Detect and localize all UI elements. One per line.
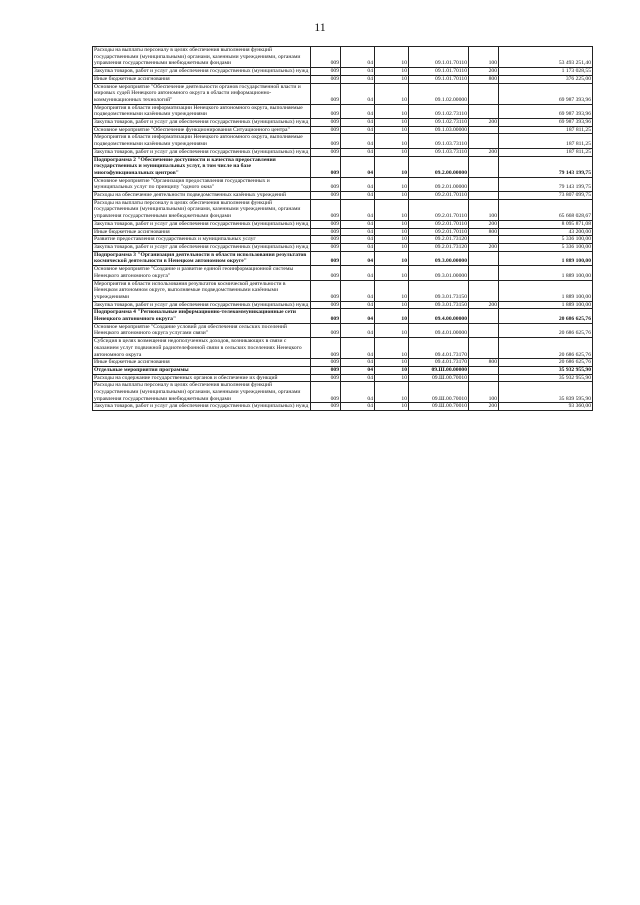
table-row bbox=[93, 251, 593, 265]
ministry-code-cell: 009 bbox=[311, 83, 341, 104]
amount-cell: 20 686 625,76 bbox=[499, 309, 593, 323]
section-code-cell: 04 bbox=[341, 199, 375, 220]
subsection-code-cell: 10 bbox=[375, 177, 409, 191]
ministry-code-cell: 009 bbox=[311, 104, 341, 118]
amount-cell: 35 932 955,90 bbox=[499, 366, 593, 374]
target-article-cell: 09.3.01.00000 bbox=[409, 266, 469, 280]
target-article-cell: 09.1.01.70110 bbox=[409, 68, 469, 76]
subsection-code-cell: 10 bbox=[375, 301, 409, 309]
target-article-cell: 09.3.01.73150 bbox=[409, 301, 469, 309]
expense-type-cell bbox=[469, 236, 499, 244]
subsection-code-cell: 10 bbox=[375, 359, 409, 367]
expense-type-cell bbox=[469, 134, 499, 148]
subsection-code-cell: 10 bbox=[375, 199, 409, 220]
amount-cell: 1 889 100,00 bbox=[499, 280, 593, 301]
table-row bbox=[93, 280, 593, 301]
section-code-cell: 04 bbox=[341, 338, 375, 359]
target-article-cell: 09.1.03.00000 bbox=[409, 126, 469, 134]
target-article-cell: 09.3.00.00000 bbox=[409, 251, 469, 265]
table-row bbox=[93, 338, 593, 359]
ministry-code-cell: 009 bbox=[311, 220, 341, 228]
table-row bbox=[93, 243, 593, 251]
expense-type-cell: 200 bbox=[469, 68, 499, 76]
ministry-code-cell: 009 bbox=[311, 228, 341, 236]
page-number: 11 bbox=[314, 20, 326, 34]
row-name-cell: Основное мероприятие "Обеспечение функционирования Ситуационного центра" bbox=[93, 126, 311, 134]
expense-type-cell bbox=[469, 126, 499, 134]
expense-type-cell: 100 bbox=[469, 382, 499, 403]
table-row bbox=[93, 301, 593, 309]
section-code-cell: 04 bbox=[341, 228, 375, 236]
expense-type-cell bbox=[469, 323, 499, 337]
table-row bbox=[93, 192, 593, 200]
expense-type-cell: 200 bbox=[469, 403, 499, 411]
table-row bbox=[93, 126, 593, 134]
subsection-code-cell: 10 bbox=[375, 148, 409, 156]
subsection-code-cell: 10 bbox=[375, 243, 409, 251]
section-code-cell: 04 bbox=[341, 68, 375, 76]
section-code-cell: 04 bbox=[341, 83, 375, 104]
expense-type-cell bbox=[469, 156, 499, 177]
expense-type-cell bbox=[469, 177, 499, 191]
subsection-code-cell: 10 bbox=[375, 323, 409, 337]
row-name-cell: Расходы на выплаты персоналу в целях обеспечения выполнения функций государственными (муниципальными) органами, казенными учреждениями, органами управления государственными внебюджетными фондами bbox=[93, 382, 311, 403]
ministry-code-cell: 009 bbox=[311, 403, 341, 411]
expense-type-cell: 100 bbox=[469, 199, 499, 220]
expense-type-cell: 800 bbox=[469, 75, 499, 83]
row-name-cell: Закупка товаров, работ и услуг для обеспечения государственных (муниципальных) нужд bbox=[93, 301, 311, 309]
row-name-cell: Расходы на выплаты персоналу в целях обеспечения выполнения функций государственными (муниципальными) органами, казенными учреждениями, органами управления государственными внебюджетными фондами bbox=[93, 199, 311, 220]
section-code-cell: 04 bbox=[341, 134, 375, 148]
ministry-code-cell: 009 bbox=[311, 280, 341, 301]
row-name-cell: Мероприятия в области информатизации Ненецкого автономного округа, выполняемые подведомственными казёнными учреждениями bbox=[93, 104, 311, 118]
target-article-cell: 09.1.01.70110 bbox=[409, 47, 469, 68]
target-article-cell: 09.1.03.73110 bbox=[409, 134, 469, 148]
row-name-cell: Подпрограмма 3 "Организация деятельности в области использования результатов космической деятельности в Ненецком автономном округе" bbox=[93, 251, 311, 265]
amount-cell: 53 493 251,40 bbox=[499, 47, 593, 68]
row-name-cell: Подпрограмма 4 "Региональные информационно-телекоммуникационные сети Ненецкого автономного округа" bbox=[93, 309, 311, 323]
table-row bbox=[93, 228, 593, 236]
amount-cell: 1 889 100,00 bbox=[499, 266, 593, 280]
target-article-cell: 09.4.00.00000 bbox=[409, 309, 469, 323]
subsection-code-cell: 10 bbox=[375, 338, 409, 359]
amount-cell: 1 173 028,55 bbox=[499, 68, 593, 76]
section-code-cell: 04 bbox=[341, 148, 375, 156]
section-code-cell: 04 bbox=[341, 126, 375, 134]
row-name-cell: Расходы на обеспечение деятельности подведомственных казённых учреждений bbox=[93, 192, 311, 200]
row-name-cell: Основное мероприятие "Создание и развитие единой геоинформационной системы Ненецкого автономного округа" bbox=[93, 266, 311, 280]
subsection-code-cell: 10 bbox=[375, 75, 409, 83]
ministry-code-cell: 009 bbox=[311, 323, 341, 337]
expense-type-cell bbox=[469, 374, 499, 382]
section-code-cell: 04 bbox=[341, 75, 375, 83]
subsection-code-cell: 10 bbox=[375, 236, 409, 244]
amount-cell: 69 987 393,96 bbox=[499, 104, 593, 118]
amount-cell: 20 686 625,76 bbox=[499, 359, 593, 367]
amount-cell: 35 839 595,90 bbox=[499, 382, 593, 403]
table-row bbox=[93, 75, 593, 83]
ministry-code-cell: 009 bbox=[311, 199, 341, 220]
amount-cell: 376 225,00 bbox=[499, 75, 593, 83]
expense-type-cell bbox=[469, 251, 499, 265]
subsection-code-cell: 10 bbox=[375, 309, 409, 323]
amount-cell: 5 336 100,00 bbox=[499, 236, 593, 244]
ministry-code-cell: 009 bbox=[311, 177, 341, 191]
section-code-cell: 04 bbox=[341, 192, 375, 200]
subsection-code-cell: 10 bbox=[375, 47, 409, 68]
ministry-code-cell: 009 bbox=[311, 119, 341, 127]
ministry-code-cell: 009 bbox=[311, 134, 341, 148]
subsection-code-cell: 10 bbox=[375, 104, 409, 118]
section-code-cell: 04 bbox=[341, 403, 375, 411]
section-code-cell: 04 bbox=[341, 366, 375, 374]
target-article-cell: 09.2.01.00000 bbox=[409, 177, 469, 191]
target-article-cell: 09.4.01.73170 bbox=[409, 338, 469, 359]
expense-type-cell: 800 bbox=[469, 359, 499, 367]
amount-cell: 20 686 625,76 bbox=[499, 338, 593, 359]
expense-type-cell bbox=[469, 338, 499, 359]
row-name-cell: Расходы на содержание государственных органов и обеспечение их функций bbox=[93, 374, 311, 382]
ministry-code-cell: 009 bbox=[311, 359, 341, 367]
table-row bbox=[93, 156, 593, 177]
expense-type-cell bbox=[469, 104, 499, 118]
ministry-code-cell: 009 bbox=[311, 382, 341, 403]
subsection-code-cell: 10 bbox=[375, 366, 409, 374]
section-code-cell: 04 bbox=[341, 323, 375, 337]
section-code-cell: 04 bbox=[341, 177, 375, 191]
table-row bbox=[93, 366, 593, 374]
ministry-code-cell: 009 bbox=[311, 156, 341, 177]
ministry-code-cell: 009 bbox=[311, 192, 341, 200]
expense-type-cell: 200 bbox=[469, 301, 499, 309]
row-name-cell: Закупка товаров, работ и услуг для обеспечения государственных (муниципальных) нужд bbox=[93, 119, 311, 127]
table-row bbox=[93, 382, 593, 403]
target-article-cell: 09.3.01.73150 bbox=[409, 280, 469, 301]
target-article-cell: 09.Ш.00.70010 bbox=[409, 382, 469, 403]
expense-type-cell bbox=[469, 309, 499, 323]
ministry-code-cell: 009 bbox=[311, 366, 341, 374]
row-name-cell: Закупка товаров, работ и услуг для обеспечения государственных (муниципальных) нужд bbox=[93, 220, 311, 228]
row-name-cell: Основное мероприятие "Организация предоставления государственных и муниципальных услуг по принципу "одного окна" bbox=[93, 177, 311, 191]
row-name-cell: Основное мероприятие "Обеспечение деятельности органов государственной власти и мировых судей Ненецкого автономного округа в области информационно-коммуникационных технологий" bbox=[93, 83, 311, 104]
target-article-cell: 09.1.02.73110 bbox=[409, 119, 469, 127]
expense-type-cell bbox=[469, 83, 499, 104]
target-article-cell: 09.1.03.73110 bbox=[409, 148, 469, 156]
expense-type-cell: 200 bbox=[469, 243, 499, 251]
table-row bbox=[93, 199, 593, 220]
subsection-code-cell: 10 bbox=[375, 220, 409, 228]
expense-type-cell: 200 bbox=[469, 119, 499, 127]
target-article-cell: 09.1.01.70110 bbox=[409, 75, 469, 83]
target-article-cell: 09.2.01.70110 bbox=[409, 220, 469, 228]
amount-cell: 187 811,25 bbox=[499, 126, 593, 134]
subsection-code-cell: 10 bbox=[375, 156, 409, 177]
table-row bbox=[93, 148, 593, 156]
target-article-cell: 09.Ш.00.70010 bbox=[409, 374, 469, 382]
row-name-cell: Мероприятия в области использования результатов космической деятельности в Ненецком автономном округе, выполняемые подведомственными казёнными учреждениями bbox=[93, 280, 311, 301]
budget-table bbox=[92, 46, 593, 411]
amount-cell: 69 987 393,96 bbox=[499, 119, 593, 127]
subsection-code-cell: 10 bbox=[375, 192, 409, 200]
table-row bbox=[93, 374, 593, 382]
subsection-code-cell: 10 bbox=[375, 83, 409, 104]
amount-cell: 8 095 871,08 bbox=[499, 220, 593, 228]
ministry-code-cell: 009 bbox=[311, 126, 341, 134]
amount-cell: 1 889 100,00 bbox=[499, 301, 593, 309]
expense-type-cell bbox=[469, 266, 499, 280]
amount-cell: 1 889 100,00 bbox=[499, 251, 593, 265]
subsection-code-cell: 10 bbox=[375, 134, 409, 148]
row-name-cell: Подпрограмма 2 "Обеспечение доступности и качества предоставления государственных и муниципальных услуг, в том числе на базе многофункциональных центров" bbox=[93, 156, 311, 177]
target-article-cell: 09.Ш.00.00000 bbox=[409, 366, 469, 374]
table-row bbox=[93, 119, 593, 127]
expense-type-cell: 200 bbox=[469, 220, 499, 228]
section-code-cell: 04 bbox=[341, 374, 375, 382]
ministry-code-cell: 009 bbox=[311, 374, 341, 382]
target-article-cell: 09.1.02.73110 bbox=[409, 104, 469, 118]
amount-cell: 20 686 625,76 bbox=[499, 323, 593, 337]
section-code-cell: 04 bbox=[341, 236, 375, 244]
section-code-cell: 04 bbox=[341, 309, 375, 323]
amount-cell: 79 143 199,75 bbox=[499, 177, 593, 191]
table-row bbox=[93, 83, 593, 104]
ministry-code-cell: 009 bbox=[311, 251, 341, 265]
table-row bbox=[93, 220, 593, 228]
subsection-code-cell: 10 bbox=[375, 266, 409, 280]
section-code-cell: 04 bbox=[341, 243, 375, 251]
section-code-cell: 04 bbox=[341, 301, 375, 309]
budget-table-body bbox=[93, 47, 593, 411]
row-name-cell: Закупка товаров, работ и услуг для обеспечения государственных (муниципальных) нужд bbox=[93, 243, 311, 251]
row-name-cell: Мероприятия в области информатизации Ненецкого автономного округа, выполняемые подведомственными казёнными учреждениями bbox=[93, 134, 311, 148]
expense-type-cell: 100 bbox=[469, 47, 499, 68]
ministry-code-cell: 009 bbox=[311, 309, 341, 323]
row-name-cell: Иные бюджетные ассигнования bbox=[93, 228, 311, 236]
expense-type-cell bbox=[469, 192, 499, 200]
row-name-cell: Иные бюджетные ассигнования bbox=[93, 359, 311, 367]
target-article-cell: 09.4.01.73170 bbox=[409, 359, 469, 367]
target-article-cell: 09.4.01.00000 bbox=[409, 323, 469, 337]
subsection-code-cell: 10 bbox=[375, 382, 409, 403]
table-row bbox=[93, 47, 593, 68]
table-row bbox=[93, 177, 593, 191]
subsection-code-cell: 10 bbox=[375, 251, 409, 265]
table-row bbox=[93, 359, 593, 367]
target-article-cell: 09.2.01.73120 bbox=[409, 236, 469, 244]
expense-type-cell bbox=[469, 366, 499, 374]
section-code-cell: 04 bbox=[341, 156, 375, 177]
ministry-code-cell: 009 bbox=[311, 47, 341, 68]
ministry-code-cell: 009 bbox=[311, 148, 341, 156]
ministry-code-cell: 009 bbox=[311, 75, 341, 83]
amount-cell: 187 811,25 bbox=[499, 148, 593, 156]
section-code-cell: 04 bbox=[341, 266, 375, 280]
amount-cell: 5 336 100,00 bbox=[499, 243, 593, 251]
subsection-code-cell: 10 bbox=[375, 280, 409, 301]
row-name-cell: Основное мероприятие "Создание условий для обеспечения сельских поселений Ненецкого автономного округа услугами связи" bbox=[93, 323, 311, 337]
subsection-code-cell: 10 bbox=[375, 126, 409, 134]
amount-cell: 73 807 099,75 bbox=[499, 192, 593, 200]
table-row bbox=[93, 104, 593, 118]
target-article-cell: 09.2.01.73120 bbox=[409, 243, 469, 251]
ministry-code-cell: 009 bbox=[311, 236, 341, 244]
subsection-code-cell: 10 bbox=[375, 403, 409, 411]
ministry-code-cell: 009 bbox=[311, 301, 341, 309]
section-code-cell: 04 bbox=[341, 382, 375, 403]
subsection-code-cell: 10 bbox=[375, 68, 409, 76]
row-name-cell: Отдельные мероприятия программы bbox=[93, 366, 311, 374]
section-code-cell: 04 bbox=[341, 251, 375, 265]
section-code-cell: 04 bbox=[341, 359, 375, 367]
table-row bbox=[93, 236, 593, 244]
expense-type-cell bbox=[469, 280, 499, 301]
ministry-code-cell: 009 bbox=[311, 266, 341, 280]
amount-cell: 65 668 028,67 bbox=[499, 199, 593, 220]
ministry-code-cell: 009 bbox=[311, 243, 341, 251]
expense-type-cell: 200 bbox=[469, 148, 499, 156]
target-article-cell: 09.Ш.00.70010 bbox=[409, 403, 469, 411]
table-row bbox=[93, 403, 593, 411]
row-name-cell: Развитие предоставления государственных и муниципальных услуг bbox=[93, 236, 311, 244]
table-row bbox=[93, 323, 593, 337]
row-name-cell: Закупка товаров, работ и услуг для обеспечения государственных (муниципальных) нужд bbox=[93, 148, 311, 156]
amount-cell: 43 200,00 bbox=[499, 228, 593, 236]
target-article-cell: 09.2.00.00000 bbox=[409, 156, 469, 177]
amount-cell: 69 987 393,96 bbox=[499, 83, 593, 104]
section-code-cell: 04 bbox=[341, 47, 375, 68]
row-name-cell: Иные бюджетные ассигнования bbox=[93, 75, 311, 83]
amount-cell: 93 360,00 bbox=[499, 403, 593, 411]
subsection-code-cell: 10 bbox=[375, 119, 409, 127]
target-article-cell: 09.2.01.70110 bbox=[409, 192, 469, 200]
subsection-code-cell: 10 bbox=[375, 228, 409, 236]
table-row bbox=[93, 309, 593, 323]
amount-cell: 35 932 955,90 bbox=[499, 374, 593, 382]
section-code-cell: 04 bbox=[341, 104, 375, 118]
amount-cell: 187 811,25 bbox=[499, 134, 593, 148]
ministry-code-cell: 009 bbox=[311, 338, 341, 359]
row-name-cell: Субсидия в целях возмещения недополученных доходов, возникающих в связи с оказанием услуг подвижной радиотелефонной связи в сельских поселениях Ненецкого автономного округа bbox=[93, 338, 311, 359]
table-row bbox=[93, 266, 593, 280]
target-article-cell: 09.2.01.70110 bbox=[409, 228, 469, 236]
table-row bbox=[93, 68, 593, 76]
section-code-cell: 04 bbox=[341, 220, 375, 228]
section-code-cell: 04 bbox=[341, 119, 375, 127]
table-row bbox=[93, 134, 593, 148]
target-article-cell: 09.1.02.00000 bbox=[409, 83, 469, 104]
ministry-code-cell: 009 bbox=[311, 68, 341, 76]
expense-type-cell: 800 bbox=[469, 228, 499, 236]
row-name-cell: Расходы на выплаты персоналу в целях обеспечения выполнения функций государственными (муниципальными) органами, казенными учреждениями, органами управления государственными внебюджетными фондами bbox=[93, 47, 311, 68]
row-name-cell: Закупка товаров, работ и услуг для обеспечения государственных (муниципальных) нужд bbox=[93, 68, 311, 76]
section-code-cell: 04 bbox=[341, 280, 375, 301]
subsection-code-cell: 10 bbox=[375, 374, 409, 382]
target-article-cell: 09.2.01.70110 bbox=[409, 199, 469, 220]
amount-cell: 79 143 199,75 bbox=[499, 156, 593, 177]
row-name-cell: Закупка товаров, работ и услуг для обеспечения государственных (муниципальных) нужд bbox=[93, 403, 311, 411]
